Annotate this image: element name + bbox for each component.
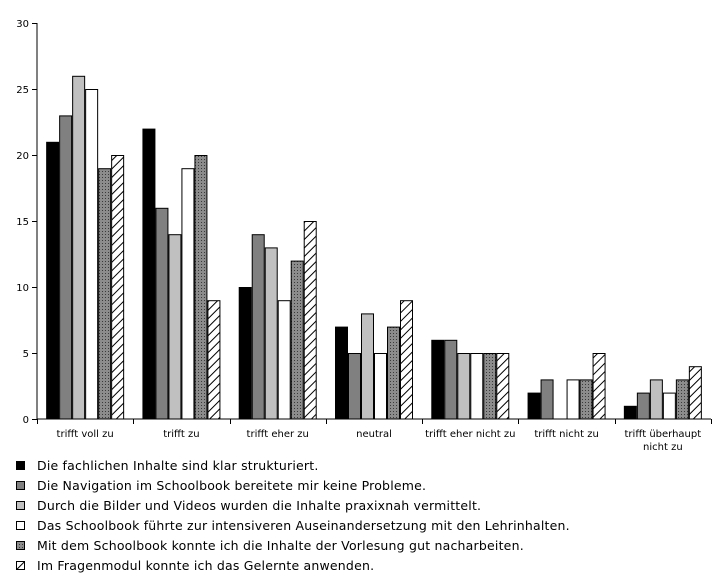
bar: [156, 208, 168, 419]
legend-label: Mit dem Schoolbook konnte ich die Inhalte der Vorlesung gut nacharbeiten.: [37, 537, 524, 553]
legend-item: [16, 516, 570, 534]
legend-swatch: [16, 461, 25, 470]
x-category-label: neutral: [356, 429, 392, 440]
bar: [567, 380, 579, 419]
bar: [169, 235, 181, 419]
bar: [86, 90, 98, 420]
legend-item: [16, 476, 426, 494]
bar: [580, 380, 592, 419]
bar: [362, 314, 374, 419]
bar: [432, 340, 444, 419]
legend-label: Durch die Bilder und Videos wurden die Inhalte praxixnah vermittelt.: [37, 497, 482, 513]
bar: [73, 76, 85, 419]
y-tick-label: 20: [16, 151, 29, 162]
bar: [401, 301, 413, 419]
bar: [195, 156, 207, 420]
x-category-label: trifft überhaupt: [624, 429, 702, 440]
bar: [458, 354, 470, 420]
y-tick-label: 15: [16, 217, 29, 228]
x-category-label: trifft eher nicht zu: [425, 429, 516, 440]
x-category-label: trifft voll zu: [56, 429, 114, 440]
bar: [637, 393, 649, 419]
bar: [593, 354, 605, 420]
y-tick-label: 5: [22, 349, 29, 360]
bar: [497, 354, 509, 420]
bar: [47, 142, 59, 419]
legend-swatch: [16, 541, 25, 550]
bar: [278, 301, 290, 419]
x-category-label: trifft eher zu: [246, 429, 309, 440]
bar: [528, 393, 540, 419]
bar: [349, 354, 361, 420]
bar: [471, 354, 483, 420]
legend-swatch: [16, 481, 25, 490]
bar: [99, 169, 111, 419]
bar: [143, 129, 155, 419]
bar: [182, 169, 194, 419]
bar: [388, 327, 400, 419]
legend-item: [16, 496, 481, 514]
bar: [336, 327, 348, 419]
bar: [112, 156, 124, 420]
legend-label: Die Navigation im Schoolbook bereitete mir keine Probleme.: [37, 477, 427, 493]
bar: [208, 301, 220, 419]
y-tick-label: 10: [16, 283, 29, 294]
bar: [304, 222, 316, 420]
legend-swatch: [16, 501, 25, 510]
bar: [252, 235, 264, 419]
x-category-label: trifft nicht zu: [534, 429, 599, 440]
legend-label: Im Fragenmodul konnte ich das Gelernte anwenden.: [37, 557, 375, 573]
bar: [60, 116, 72, 419]
bar: [291, 261, 303, 419]
y-tick-label: 0: [22, 415, 29, 426]
bar: [676, 380, 688, 419]
bar: [541, 380, 553, 419]
legend-item: [16, 536, 524, 554]
bar: [265, 248, 277, 419]
x-category-label: trifft zu: [163, 429, 200, 440]
bar: [689, 367, 701, 419]
bar: [445, 340, 457, 419]
bar: [624, 406, 636, 419]
legend-label: Das Schoolbook führte zur intensiveren Auseinandersetzung mit den Lehrinhalten.: [37, 517, 570, 533]
legend-item: [16, 556, 374, 574]
legend-swatch: [16, 521, 25, 530]
legend-label: Die fachlichen Inhalte sind klar strukturiert.: [37, 457, 319, 473]
bar: [484, 354, 496, 420]
bar: [375, 354, 387, 420]
bar: [663, 393, 675, 419]
y-tick-label: 25: [16, 85, 29, 96]
legend-swatch: [16, 561, 25, 570]
y-tick-label: 30: [16, 19, 29, 30]
legend-item: [16, 456, 319, 474]
bar: [650, 380, 662, 419]
bar: [239, 288, 251, 420]
x-category-label: nicht zu: [643, 442, 683, 453]
